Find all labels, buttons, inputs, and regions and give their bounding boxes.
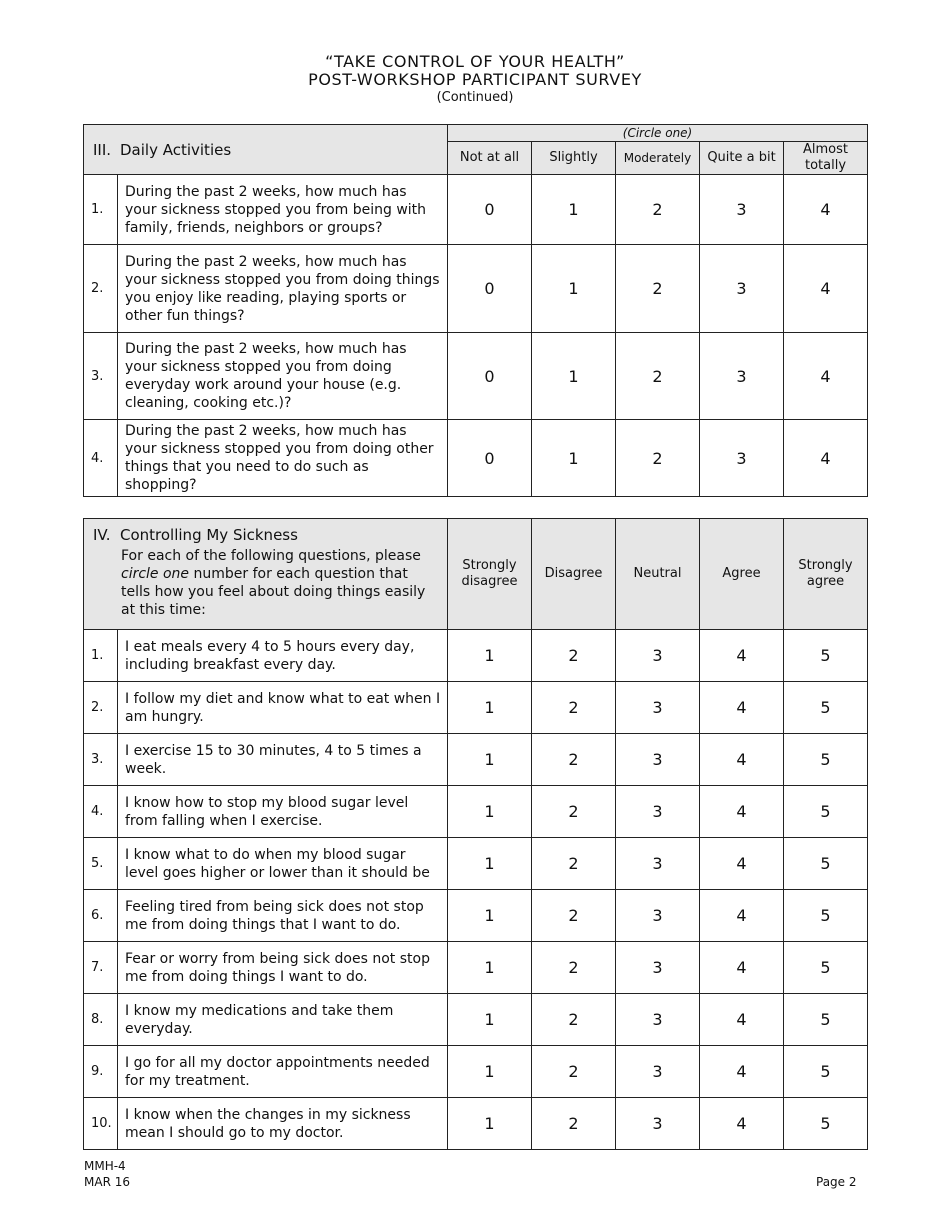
document-title: “TAKE CONTROL OF YOUR HEALTH” (325, 52, 625, 71)
question-text: Fear or worry from being sick does not stop me from doing things I want to do. (118, 942, 448, 994)
option-header: Quite a bit (700, 142, 784, 175)
section-number: IV. (93, 526, 111, 544)
option-header (784, 142, 868, 175)
rating-option[interactable]: 3 (616, 630, 700, 682)
continued-note: (Continued) (436, 90, 514, 105)
rating-option[interactable]: 5 (784, 1046, 868, 1098)
form-id: MMH-4 (84, 1159, 126, 1173)
rating-option[interactable]: 4 (700, 682, 784, 734)
question-row (84, 420, 868, 497)
rating-option[interactable]: 5 (784, 1098, 868, 1150)
question-text: During the past 2 weeks, how much has your sickness stopped you from doing other things that you need to do such as shopping? (118, 420, 448, 497)
rating-option[interactable]: 1 (532, 333, 616, 420)
question-number: 7. (84, 942, 118, 994)
question-number: 2. (84, 682, 118, 734)
question-number: 1. (84, 175, 118, 245)
option-header-line: agree (806, 574, 845, 589)
question-number: 5. (84, 838, 118, 890)
rating-option[interactable]: 2 (616, 333, 700, 420)
rating-option[interactable]: 4 (784, 420, 868, 497)
rating-option[interactable]: 3 (700, 175, 784, 245)
question-text: During the past 2 weeks, how much has your sickness stopped you from doing things you enjoy like reading, playing sports or other fun things? (118, 245, 448, 333)
question-row (84, 942, 868, 994)
form-date: MAR 16 (84, 1175, 130, 1189)
rating-option[interactable]: 3 (616, 1098, 700, 1150)
question-text: I know when the changes in my sickness mean I should go to my doctor. (118, 1098, 448, 1150)
rating-option[interactable]: 4 (700, 994, 784, 1046)
rating-option[interactable]: 3 (616, 994, 700, 1046)
section-title: Controlling My Sickness (120, 526, 298, 544)
question-row (84, 890, 868, 942)
rating-option[interactable]: 3 (700, 420, 784, 497)
question-row (84, 994, 868, 1046)
option-header: Disagree (532, 519, 616, 630)
rating-option[interactable]: 0 (448, 420, 532, 497)
rating-option[interactable]: 1 (448, 994, 532, 1046)
instruction-emphasis: circle one (121, 566, 190, 582)
question-row (84, 1046, 868, 1098)
rating-option[interactable]: 2 (616, 175, 700, 245)
rating-option[interactable]: 4 (700, 890, 784, 942)
rating-option[interactable]: 5 (784, 994, 868, 1046)
question-number: 3. (84, 333, 118, 420)
rating-option[interactable]: 5 (784, 734, 868, 786)
question-row (84, 175, 868, 245)
question-text: I know what to do when my blood sugar level goes higher or lower than it should be (118, 838, 448, 890)
rating-option[interactable]: 4 (700, 786, 784, 838)
rating-option[interactable]: 2 (532, 942, 616, 994)
rating-option[interactable]: 1 (448, 786, 532, 838)
option-header-line: disagree (461, 574, 518, 589)
rating-option[interactable]: 2 (532, 890, 616, 942)
option-header: Neutral (616, 519, 700, 630)
daily-activities-table (83, 124, 868, 497)
question-text: I eat meals every 4 to 5 hours every day, including breakfast every day. (118, 630, 448, 682)
rating-option[interactable]: 1 (532, 175, 616, 245)
option-header-line: totally (804, 158, 847, 173)
instruction-text: For each of the following questions, please (121, 548, 421, 564)
option-header-line: Strongly (798, 558, 853, 573)
rating-option[interactable]: 1 (448, 630, 532, 682)
rating-option[interactable]: 5 (784, 838, 868, 890)
rating-option[interactable]: 3 (616, 942, 700, 994)
rating-option[interactable]: 4 (784, 175, 868, 245)
rating-option[interactable]: 3 (700, 245, 784, 333)
rating-option[interactable]: 2 (616, 245, 700, 333)
rating-option[interactable]: 1 (448, 734, 532, 786)
option-header: Agree (700, 519, 784, 630)
question-row (84, 333, 868, 420)
rating-option[interactable]: 2 (532, 630, 616, 682)
question-text: I exercise 15 to 30 minutes, 4 to 5 times a week. (118, 734, 448, 786)
option-header: Moderately (616, 142, 700, 175)
rating-option[interactable]: 1 (448, 838, 532, 890)
option-header: Not at all (448, 142, 532, 175)
rating-option[interactable]: 4 (700, 734, 784, 786)
question-number: 1. (84, 630, 118, 682)
section-number: III. (93, 140, 112, 159)
controlling-sickness-rows (84, 630, 868, 1150)
rating-option[interactable]: 1 (532, 245, 616, 333)
rating-option[interactable]: 2 (532, 786, 616, 838)
rating-option[interactable]: 2 (532, 994, 616, 1046)
rating-option[interactable]: 3 (616, 890, 700, 942)
rating-option[interactable]: 1 (448, 682, 532, 734)
rating-option[interactable]: 5 (784, 942, 868, 994)
question-row (84, 786, 868, 838)
question-number: 2. (84, 245, 118, 333)
rating-option[interactable]: 1 (448, 1046, 532, 1098)
rating-option[interactable]: 1 (448, 1098, 532, 1150)
section-header (84, 519, 448, 630)
rating-option[interactable]: 5 (784, 786, 868, 838)
rating-option[interactable]: 4 (700, 1098, 784, 1150)
rating-option[interactable]: 4 (700, 630, 784, 682)
circle-one-label: (Circle one) (448, 125, 868, 142)
rating-option[interactable]: 4 (700, 942, 784, 994)
option-header: Slightly (532, 142, 616, 175)
question-number: 6. (84, 890, 118, 942)
option-header-line: Strongly (462, 558, 517, 573)
rating-option[interactable]: 2 (532, 1098, 616, 1150)
rating-option[interactable]: 0 (448, 333, 532, 420)
rating-option[interactable]: 2 (532, 734, 616, 786)
rating-option[interactable]: 2 (616, 420, 700, 497)
question-text: During the past 2 weeks, how much has your sickness stopped you from being with family, friends, neighbors or groups? (118, 175, 448, 245)
rating-option[interactable]: 5 (784, 630, 868, 682)
rating-option[interactable]: 1 (448, 942, 532, 994)
question-text: I know my medications and take them everyday. (118, 994, 448, 1046)
question-text: During the past 2 weeks, how much has your sickness stopped you from doing everyday work around your house (e.g. cleaning, cooking etc.)? (118, 333, 448, 420)
rating-option[interactable]: 4 (784, 333, 868, 420)
rating-option[interactable]: 3 (616, 682, 700, 734)
rating-option[interactable]: 4 (784, 245, 868, 333)
question-number: 8. (84, 994, 118, 1046)
rating-option[interactable]: 3 (616, 838, 700, 890)
option-header (784, 519, 868, 630)
rating-option[interactable]: 3 (616, 1046, 700, 1098)
question-number: 4. (84, 786, 118, 838)
instruction-text: number for each question that tells how you feel about doing things easily at this time: (121, 566, 426, 618)
rating-option[interactable]: 3 (700, 333, 784, 420)
rating-option[interactable]: 0 (448, 245, 532, 333)
question-text: Feeling tired from being sick does not stop me from doing things that I want to do. (118, 890, 448, 942)
question-row (84, 734, 868, 786)
option-header (448, 519, 532, 630)
daily-activities-rows (84, 175, 868, 497)
question-number: 4. (84, 420, 118, 497)
question-text: I follow my diet and know what to eat when I am hungry. (118, 682, 448, 734)
question-row (84, 245, 868, 333)
rating-option[interactable]: 2 (532, 838, 616, 890)
question-row (84, 630, 868, 682)
section-header (84, 125, 448, 175)
question-number: 10. (84, 1098, 118, 1150)
question-row (84, 1098, 868, 1150)
option-header-line: Almost (803, 142, 848, 157)
question-row (84, 682, 868, 734)
question-row (84, 838, 868, 890)
page-number: Page 2 (816, 1175, 857, 1189)
document-subtitle: POST-WORKSHOP PARTICIPANT SURVEY (308, 70, 642, 89)
question-text: I know how to stop my blood sugar level from falling when I exercise. (118, 786, 448, 838)
rating-option[interactable]: 2 (532, 682, 616, 734)
rating-option[interactable]: 4 (700, 838, 784, 890)
section-instructions (84, 547, 447, 619)
rating-option[interactable]: 3 (616, 786, 700, 838)
rating-option[interactable]: 3 (616, 734, 700, 786)
rating-option[interactable]: 4 (700, 1046, 784, 1098)
rating-option[interactable]: 1 (532, 420, 616, 497)
rating-option[interactable]: 0 (448, 175, 532, 245)
controlling-sickness-table (83, 518, 868, 1150)
section-title: Daily Activities (120, 140, 232, 159)
question-number: 3. (84, 734, 118, 786)
rating-option[interactable]: 5 (784, 682, 868, 734)
question-text: I go for all my doctor appointments needed for my treatment. (118, 1046, 448, 1098)
question-number: 9. (84, 1046, 118, 1098)
rating-option[interactable]: 1 (448, 890, 532, 942)
rating-option[interactable]: 5 (784, 890, 868, 942)
rating-option[interactable]: 2 (532, 1046, 616, 1098)
